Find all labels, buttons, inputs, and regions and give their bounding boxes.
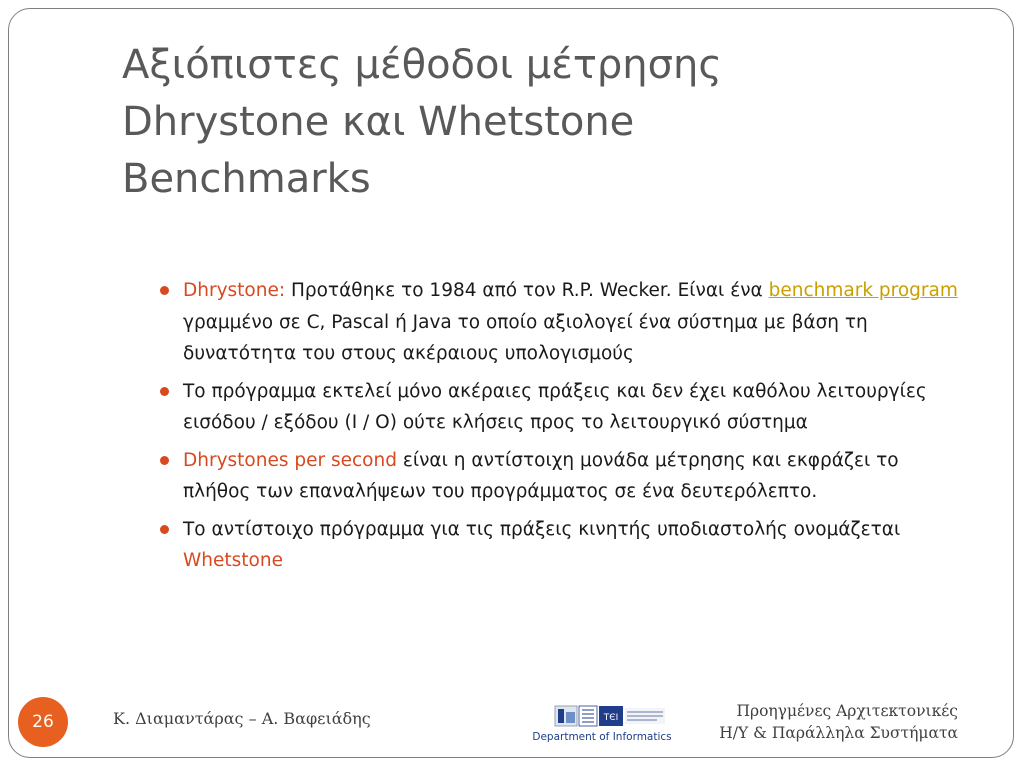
bullet-accent-lead: Dhrystone: xyxy=(183,280,286,301)
circle-bullet-icon xyxy=(160,387,169,396)
bullet-text: είναι η αντίστοιχη μονάδα μέτρησης και εκφράζει το πλήθος των επαναλήψεων του προγράμματος σε ένα δευτερόλεπτο. xyxy=(183,449,899,502)
bullet-list xyxy=(159,275,959,583)
slide-frame xyxy=(8,8,1014,758)
page-number: 26 xyxy=(32,712,54,732)
bullet-item-whetstone xyxy=(159,514,959,577)
circle-bullet-icon xyxy=(160,286,169,295)
bullet-accent-tail: Whetstone xyxy=(183,550,283,571)
svg-text:ТЄІ: ТЄІ xyxy=(603,713,619,723)
logo-caption: Department of Informatics xyxy=(532,731,672,743)
bullet-text: Προτάθηκε το 1984 από τον R.P. Wecker. Είναι ένα xyxy=(285,280,769,301)
slide-title xyxy=(122,37,942,208)
footer-authors: Κ. Διαμαντάρας – Α. Βαφειάδης xyxy=(113,709,371,728)
bullet-accent-lead: Dhrystones per second xyxy=(183,449,397,471)
bullet-item-dhrystones-per-second xyxy=(159,445,959,508)
footer-course-title xyxy=(719,700,958,744)
title-line-1: Αξιόπιστες μέθοδοι μέτρησης xyxy=(122,42,722,88)
bullet-item-integer-ops xyxy=(159,376,959,439)
bullet-text: Το αντίστοιχο πρόγραμμα για τις πράξεις κινητής υποδιαστολής ονομάζεται xyxy=(183,518,901,540)
course-line-1: Προηγμένες Αρχιτεκτονικές xyxy=(736,702,958,720)
title-line-2: Dhrystone και Whetstone xyxy=(122,99,635,145)
circle-bullet-icon xyxy=(160,456,169,465)
title-line-3: Benchmarks xyxy=(122,156,371,202)
department-of-informatics-logo xyxy=(527,700,677,744)
bullet-text-continued: γραμμένο σε C, Pascal ή Java το οποίο αξιολογεί ένα σύστημα με βάση τη δυνατότητα του στους ακέραιους υπολογισμούς xyxy=(183,311,868,364)
circle-bullet-icon xyxy=(160,525,169,534)
bullet-item-dhrystone xyxy=(159,275,959,370)
page-number-badge xyxy=(18,697,68,747)
course-line-2: Η/Υ & Παράλληλα Συστήματα xyxy=(719,724,958,742)
bullet-text: Το πρόγραμμα εκτελεί μόνο ακέραιες πράξεις και δεν έχει καθόλου λειτουργίες εισόδου / εξόδου (I / O) ούτε κλήσεις προς το λειτουργικό σύστημα xyxy=(183,380,927,433)
benchmark-program-link[interactable]: benchmark program xyxy=(768,280,958,301)
